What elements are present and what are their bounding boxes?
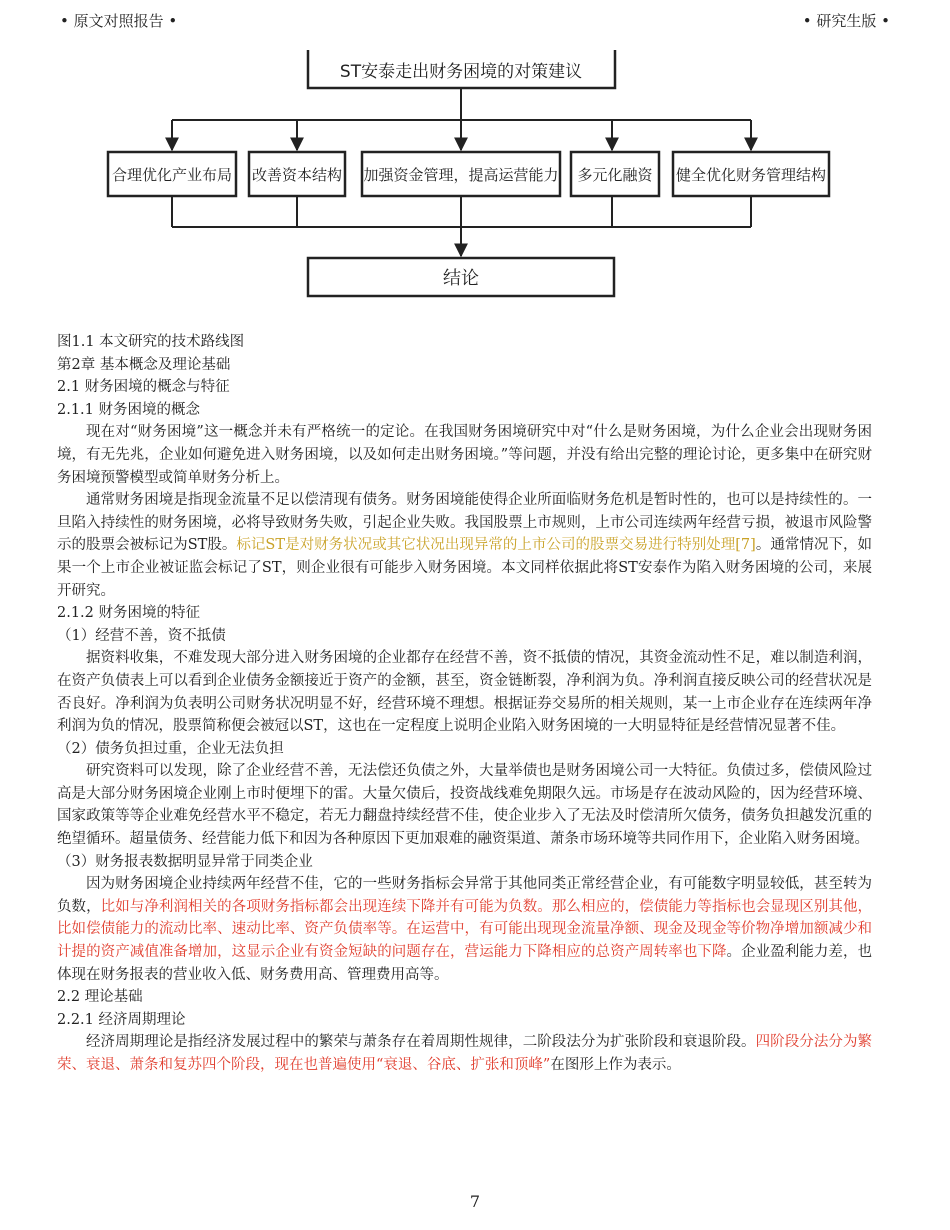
figure-caption: 图1.1 本文研究的技术路线图 xyxy=(57,334,245,350)
paragraph-5-part-c: 。企业盈利能力差，也体现在财务报表的营业收入低、财务费用高、管理费用高等。 xyxy=(57,944,873,983)
paragraph-5 xyxy=(57,873,872,986)
branch-label-3: 加强资金管理，提高运营能力 xyxy=(363,166,559,184)
paragraph-2 xyxy=(57,489,872,602)
feature-heading-2: （2）债务负担过重，企业无法负担 xyxy=(57,740,284,757)
section-heading-2-1: 2.1 财务困境的概念与特征 xyxy=(57,379,230,396)
header-left: • 原文对照报告 • xyxy=(60,12,178,30)
section-heading-2-2-1: 2.2.1 经济周期理论 xyxy=(57,1011,186,1028)
branch-label-5: 健全优化财务管理结构 xyxy=(675,166,827,184)
chapter-heading: 第2章 基本概念及理论基础 xyxy=(57,356,231,373)
paragraph-2-part-a: 通常财务困境是指现金流量不足以偿清现有债务。财务困境能使得企业所面临财务危机是暂时性的，也可以是持续性的。一旦陷入持续性的财务困境，必将导致财务失败，引起企业失败。我国股票上市规则，上市公司连续两年经营亏损，被退市风险警示的股票会被标记为ST股。 xyxy=(57,492,872,554)
paragraph-6-part-a: 经济周期理论是指经济发展过程中的繁荣与萧条存在着周期性规律，二阶段法分为扩张阶段和衰退阶段。 xyxy=(86,1034,756,1051)
paragraph-3: 据资料收集，不难发现大部分进入财务困境的企业都存在经营不善，资不抵债的情况，其资金流动性不足，难以制造利润，在资产负债表上可以看到企业债务金额接近于资产的金额，甚至，资金链断裂，净利润为负。净利润直接反映公司的经营状况是否良好。净利润为负表明公司财务状况明显不好，经营环境不理想。根据证券交易所的相关规则，某一上市企业存在连续两年净利润为负的情况，股票简称便会被冠以ST，这也在一定程度上说明企业陷入财务困境的一大明显特征是经营情况显著不佳。 xyxy=(57,650,872,735)
header-right: • 研究生版 • xyxy=(802,12,890,30)
page-number: 7 xyxy=(469,1192,481,1211)
feature-heading-3: （3）财务报表数据明显异常于同类企业 xyxy=(57,853,313,870)
paragraph-4: 研究资料可以发现，除了企业经营不善，无法偿还负债之外，大量举债也是财务困境公司一大特征。负债过多，偿债风险过高是大部分财务困境企业刚上市时便埋下的雷。大量欠债后，投资战线难免期限久远。市场是存在波动风险的，因为经营环境、国家政策等等企业难免经营水平不稳定，若无力翻盘持续经营不佳，使企业步入了无法及时偿清所欠债务，债务负担越发沉重的绝望循环。超量债务、经营能力低下和因为各种原因下更加艰难的融资渠道、萧条市场环境等共同作用下，企业陷入财务困境。 xyxy=(57,763,872,848)
body-text xyxy=(57,331,872,1077)
paragraph-6-part-c: 在图形上作为表示。 xyxy=(550,1057,681,1073)
paragraph-2-part-c: 。通常情况下，如果一个上市企业被证监会标记了ST，则企业很有可能步入财务困境。本文同样依据此将ST安泰作为陷入财务困境的公司，来展开研究。 xyxy=(57,537,872,599)
technical-roadmap-flowchart xyxy=(0,0,950,330)
paragraph-2-highlight: 标记ST是对财务状况或其它状况出现异常的上市公司的股票交易进行特别处理[7] xyxy=(236,537,756,554)
top-box-label: ST安泰走出财务困境的对策建议 xyxy=(339,62,583,82)
section-heading-2-2: 2.2 理论基础 xyxy=(57,989,143,1006)
paragraph-6-highlight: 四阶段分法分为繁荣、衰退、萧条和复苏四个阶段，现在也普遍使用“衰退、谷底、扩张和顶峰” xyxy=(57,1034,873,1073)
branch-label-2: 改善资本结构 xyxy=(251,166,343,184)
paragraph-1: 现在对“财务困境”这一概念并未有严格统一的定论。在我国财务困境研究中对“什么是财务困境，为什么企业会出现财务困境，有无先兆，企业如何避免进入财务困境，以及如何走出财务困境。”等问题，并没有给出完整的理论讨论，更多集中在研究财务困境预警模型或简单财务分析上。 xyxy=(57,424,872,486)
paragraph-5-part-a: 因为财务困境企业持续两年经营不佳，它的一些财务指标会异常于其他同类正常经营企业，有可能数字明显较低，甚至转为负数， xyxy=(57,876,872,915)
section-heading-2-1-1: 2.1.1 财务困境的概念 xyxy=(57,401,201,418)
branch-label-4: 多元化融资 xyxy=(577,166,653,184)
conclusion-label: 结论 xyxy=(443,268,479,289)
branch-label-1: 合理优化产业布局 xyxy=(111,166,233,184)
section-heading-2-1-2: 2.1.2 财务困境的特征 xyxy=(57,605,201,622)
paragraph-6 xyxy=(57,1031,872,1076)
paragraph-5-highlight: 比如与净利润相关的各项财务指标都会出现连续下降并有可能为负数。那么相应的，偿债能力等指标也会显现区别其他，比如偿债能力的流动比率、速动比率、资产负债率等。在运营中，有可能出现现金流量净额、现金及现金等价物净增加额减少和计提的资产减值准备增加，这显示企业有资金短缺的问题存在，营运能力下降相应的总资产周转率也下降 xyxy=(57,898,873,961)
feature-heading-1: （1）经营不善，资不抵债 xyxy=(57,627,226,644)
